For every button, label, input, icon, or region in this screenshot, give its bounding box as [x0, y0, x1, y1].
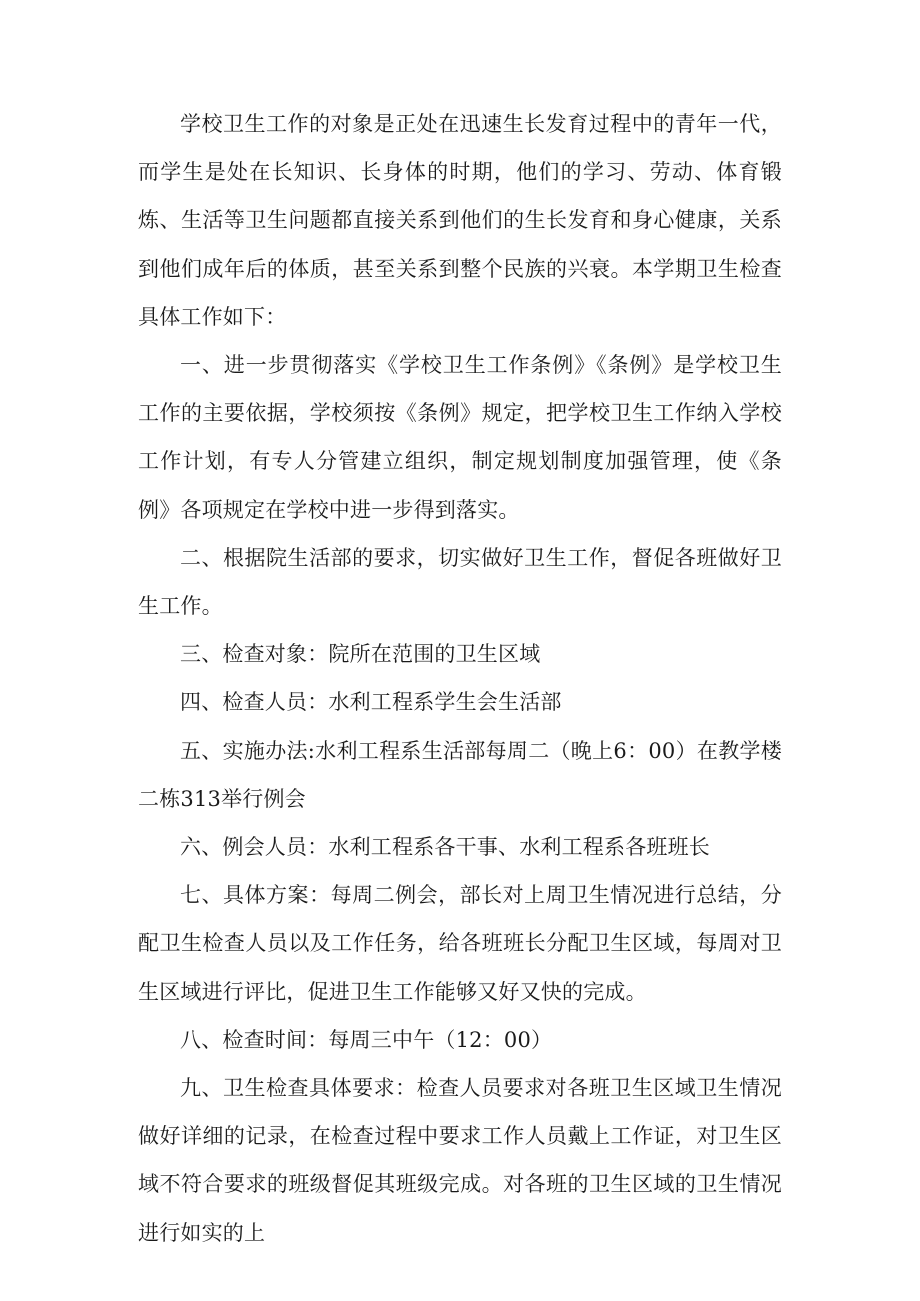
- paragraph-item-6: 六、例会人员：水利工程系各干事、水利工程系各班班长: [180, 835, 710, 860]
- paragraph-item-9: 九、卫生检查具体要求：检查人员要求对各班卫生区域卫生情况做好详细的记录，在检查过程中要求工作人员戴上工作证，对卫生区域不符合要求的班级督促其班级完成。对各班的卫生区域的卫生情况进行如实的上: [138, 1076, 782, 1245]
- paragraph-item-5: 五、实施办法:水利工程系生活部每周二（晚上6：00）在教学楼二栋313举行例会: [138, 738, 782, 811]
- paragraph-item-8: 八、检查时间：每周三中午（12：00）: [180, 1027, 553, 1052]
- paragraph-item-4: 四、检查人员：水利工程系学生会生活部: [180, 690, 562, 715]
- paragraph-item-7: 七、具体方案：每周二例会，部长对上周卫生情况进行总结，分配卫生检查人员以及工作任务，给各班班长分配卫生区域，每周对卫生区域进行评比，促进卫生工作能够又好又快的完成。: [138, 883, 782, 1004]
- paragraph-item-1: 一、进一步贯彻落实《学校卫生工作条例》《条例》是学校卫生工作的主要依据，学校须按《条例》规定，把学校卫生工作纳入学校工作计划，有专人分管建立组织，制定规划制度加强管理，使《条例》各项规定在学校中进一步得到落实。: [138, 353, 782, 522]
- document-body: [138, 100, 782, 1257]
- paragraph-intro: 学校卫生工作的对象是正处在迅速生长发育过程中的青年一代，而学生是处在长知识、长身体的时期，他们的学习、劳动、体育锻炼、生活等卫生问题都直接关系到他们的生长发育和身心健康，关系到他们成年后的体质，甚至关系到整个民族的兴衰。本学期卫生检查具体工作如下：: [138, 112, 782, 329]
- paragraph-item-3: 三、检查对象：院所在范围的卫生区域: [180, 642, 541, 667]
- paragraph-item-2: 二、根据院生活部的要求，切实做好卫生工作，督促各班做好卫生工作。: [138, 545, 782, 619]
